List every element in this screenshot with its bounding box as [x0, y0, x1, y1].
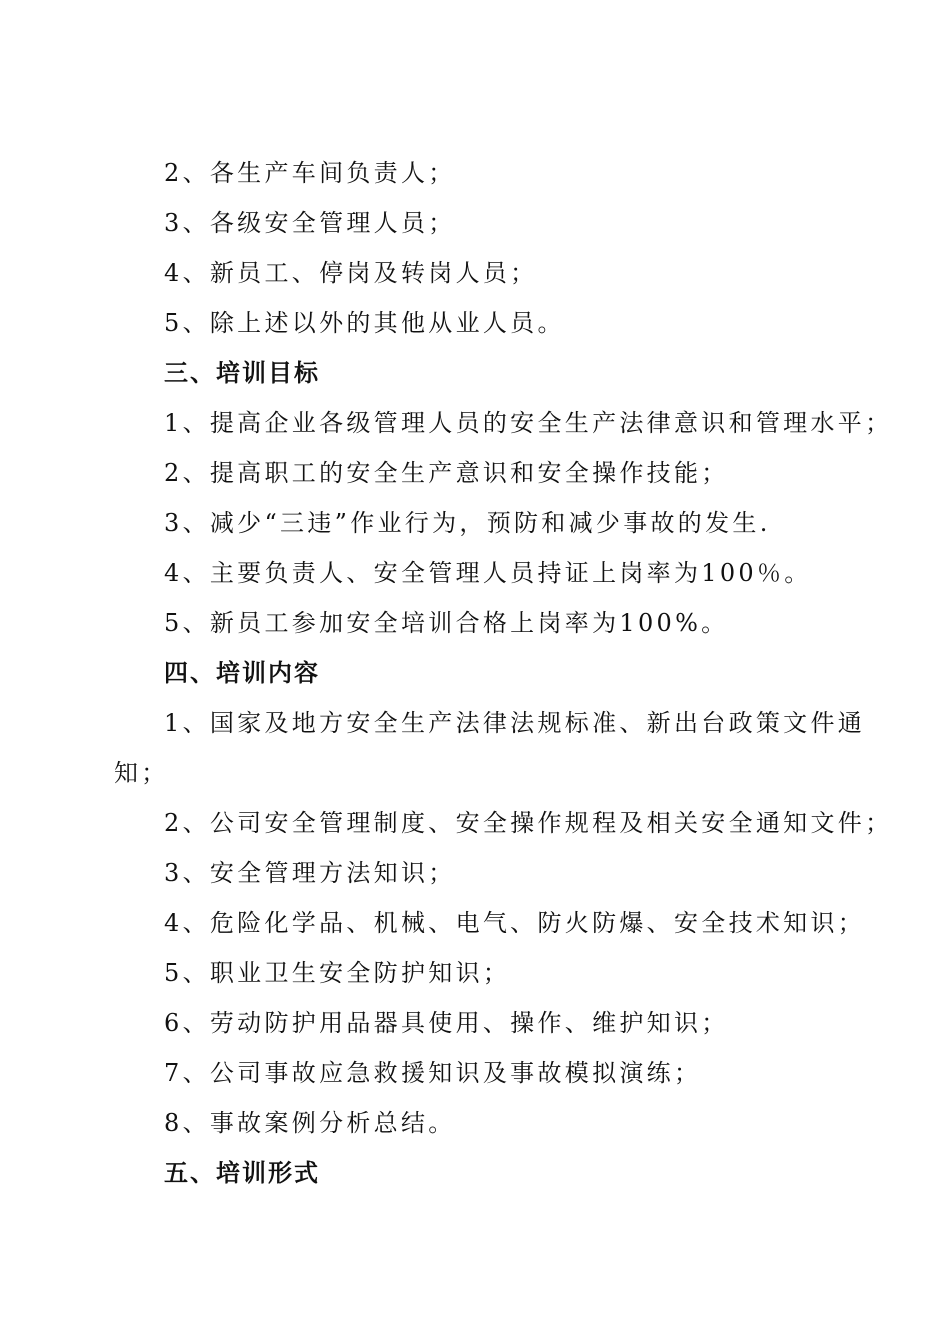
- list-item: 8、事故案例分析总结。: [164, 1109, 456, 1137]
- list-item: 5、职业卫生安全防护知识；: [164, 959, 511, 987]
- list-item: 1、国家及地方安全生产法律法规标准、新出台政策文件通: [164, 709, 866, 737]
- list-item: 2、各生产车间负责人；: [164, 159, 456, 187]
- section-heading-format: 五、培训形式: [164, 1159, 320, 1187]
- list-item: 2、提高职工的安全生产意识和安全操作技能；: [164, 459, 729, 487]
- list-item: 4、主要负责人、安全管理人员持证上岗率为100％。: [164, 559, 812, 587]
- list-item: 4、新员工、停岗及转岗人员；: [164, 259, 538, 287]
- list-item: 2、公司安全管理制度、安全操作规程及相关安全通知文件；: [164, 809, 893, 837]
- list-item: 3、各级安全管理人员；: [164, 209, 456, 237]
- list-item: 7、公司事故应急救援知识及事故模拟演练；: [164, 1059, 702, 1087]
- list-item: 6、劳动防护用品器具使用、操作、维护知识；: [164, 1009, 729, 1037]
- list-item: 4、危险化学品、机械、电气、防火防爆、安全技术知识；: [164, 909, 866, 937]
- section-heading-content: 四、培训内容: [164, 659, 320, 687]
- list-item: 5、新员工参加安全培训合格上岗率为100%。: [164, 609, 729, 637]
- section-heading-goals: 三、培训目标: [164, 359, 320, 387]
- list-item: 5、除上述以外的其他从业人员。: [164, 309, 565, 337]
- list-item-continuation: 知；: [114, 759, 169, 787]
- list-item: 3、安全管理方法知识；: [164, 859, 456, 887]
- list-item: 3、减少“三违”作业行为，预防和减少事故的发生.: [164, 509, 771, 537]
- list-item: 1、提高企业各级管理人员的安全生产法律意识和管理水平；: [164, 409, 893, 437]
